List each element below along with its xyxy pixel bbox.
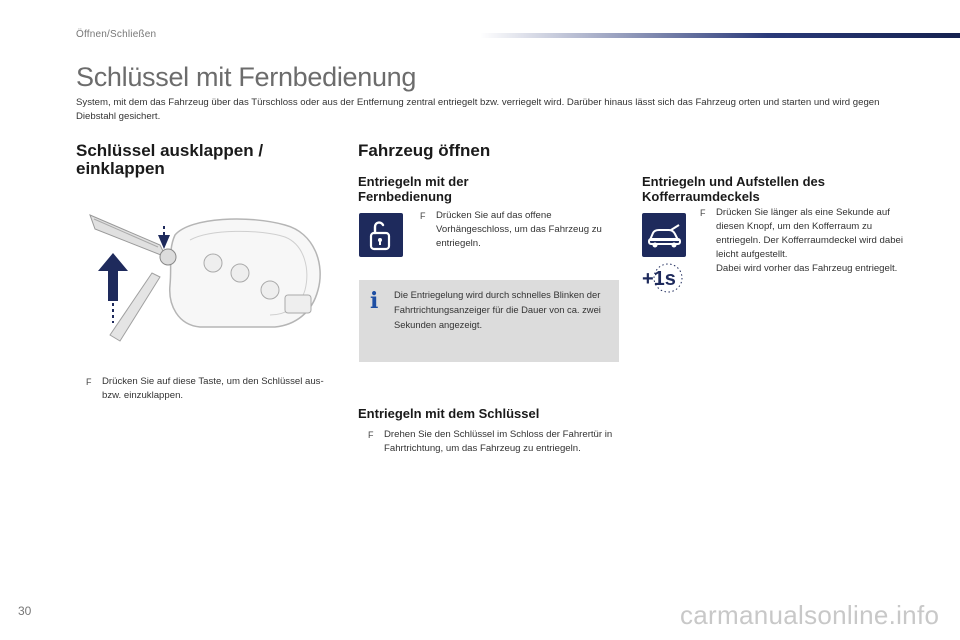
bullet-text: Drücken Sie auf diese Taste, um den Schlüssel aus- bzw. einzuklappen. <box>102 376 324 401</box>
intro-text: System, mit dem das Fahrzeug über das Türschloss oder aus der Entfernung zentral entriegelt bzw. verriegelt wird. Darüber hinaus lässt sich das Fahrzeug orten und starten und wird gegen Diebstahl gesichert. <box>76 97 880 122</box>
section-label: Öffnen/Schließen <box>76 29 157 40</box>
page-title: Schlüssel mit Fernbedienung <box>76 62 417 92</box>
bullet-text: Drücken Sie länger als eine Sekunde auf diesen Knopf, um den Kofferraum zu entriegeln. Der Kofferraumdeckel wird dabei leicht aufgestellt. <box>716 207 903 260</box>
info-text: Die Entriegelung wird durch schnelles Blinken der Fahrtrichtungsanzeiger für die Dauer von ca. zwei Sekunden angezeigt. <box>394 289 601 330</box>
heading-open-vehicle: Fahrzeug öffnen <box>358 141 491 160</box>
subheading-trunk-unlock: Entriegeln und Aufstellen des Kofferraumdeckels <box>642 174 825 204</box>
header-bar <box>480 33 960 38</box>
unlock-icon <box>359 213 403 257</box>
bullet-mark: F <box>86 377 92 387</box>
subheading-key-unlock: Entriegeln mit dem Schlüssel <box>358 406 540 421</box>
info-icon: i <box>370 288 379 314</box>
bullet-key-unlock <box>368 428 618 456</box>
bullet-mark: F <box>700 208 706 218</box>
watermark: carmanualsonline.info <box>680 600 940 630</box>
subheading-remote-unlock: Entriegeln mit der Fernbedienung <box>358 174 469 204</box>
bullet-trunk-unlock <box>700 206 905 276</box>
bullet-remote-unlock <box>420 209 610 251</box>
plus-one-second-icon <box>641 262 685 294</box>
bullet-text: Drücken Sie auf das offene Vorhängeschloss, um das Fahrzeug zu entriegeln. <box>436 210 602 249</box>
key-fob-illustration <box>80 195 330 355</box>
bullet-text: Drehen Sie den Schlüssel im Schloss der Fahrertür in Fahrtrichtung, um das Fahrzeug zu entriegeln. <box>384 429 613 454</box>
bullet-mark: F <box>368 430 374 440</box>
car-trunk-icon <box>642 213 686 257</box>
heading-fold-key: Schlüssel ausklappen / einklappen <box>76 141 264 178</box>
bullet-mark: F <box>420 211 426 221</box>
bullet-fold-key <box>86 375 326 403</box>
plus-one-second-label: +1s <box>642 268 676 290</box>
page-number: 30 <box>18 604 32 618</box>
bullet-text-continued: Dabei wird vorher das Fahrzeug entriegelt. <box>716 263 898 274</box>
